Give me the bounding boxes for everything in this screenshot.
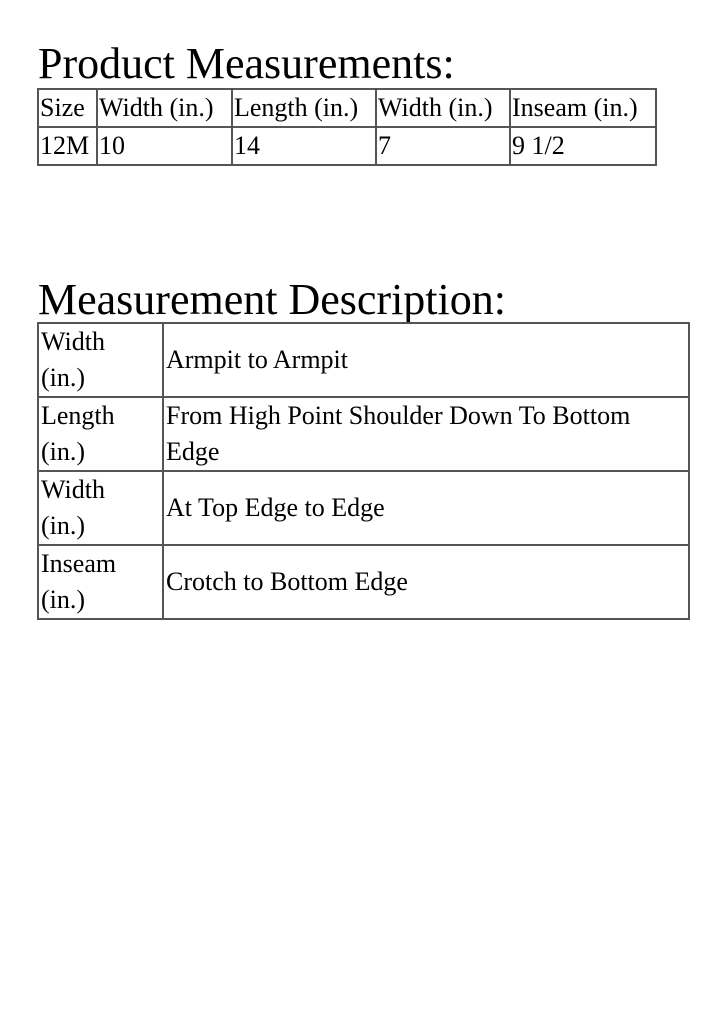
- cell-width-2: 7: [376, 127, 510, 165]
- product-measurements-heading: Product Measurements:: [38, 39, 455, 88]
- cell-width: 10: [97, 127, 232, 165]
- table-row: [38, 397, 689, 471]
- header-width-2: Width (in.): [376, 89, 510, 127]
- header-length: Length (in.): [232, 89, 376, 127]
- table-row: [38, 323, 689, 397]
- term-name: Length: [41, 401, 115, 430]
- term-cell: [38, 471, 163, 545]
- table-row: [38, 127, 656, 165]
- term-name: Width: [41, 475, 105, 504]
- product-measurements-table: [37, 88, 657, 166]
- header-width: Width (in.): [97, 89, 232, 127]
- definition-cell: Crotch to Bottom Edge: [163, 545, 689, 619]
- table-row: [38, 471, 689, 545]
- term-cell: [38, 397, 163, 471]
- definition-cell: At Top Edge to Edge: [163, 471, 689, 545]
- term-name: Inseam: [41, 549, 117, 578]
- term-cell: [38, 545, 163, 619]
- definition-cell: From High Point Shoulder Down To Bottom Edge: [163, 397, 689, 471]
- measurement-description-table: [37, 322, 690, 620]
- term-unit: (in.): [41, 511, 86, 540]
- term-cell: [38, 323, 163, 397]
- cell-length: 14: [232, 127, 376, 165]
- table-header-row: [38, 89, 656, 127]
- header-inseam: Inseam (in.): [510, 89, 656, 127]
- cell-size: 12M: [38, 127, 97, 165]
- table-row: [38, 545, 689, 619]
- definition-cell: Armpit to Armpit: [163, 323, 689, 397]
- term-name: Width: [41, 327, 105, 356]
- header-size: Size: [38, 89, 97, 127]
- term-unit: (in.): [41, 437, 86, 466]
- term-unit: (in.): [41, 585, 86, 614]
- term-unit: (in.): [41, 363, 86, 392]
- measurement-description-heading: Measurement Description:: [38, 275, 506, 324]
- cell-inseam: 9 1/2: [510, 127, 656, 165]
